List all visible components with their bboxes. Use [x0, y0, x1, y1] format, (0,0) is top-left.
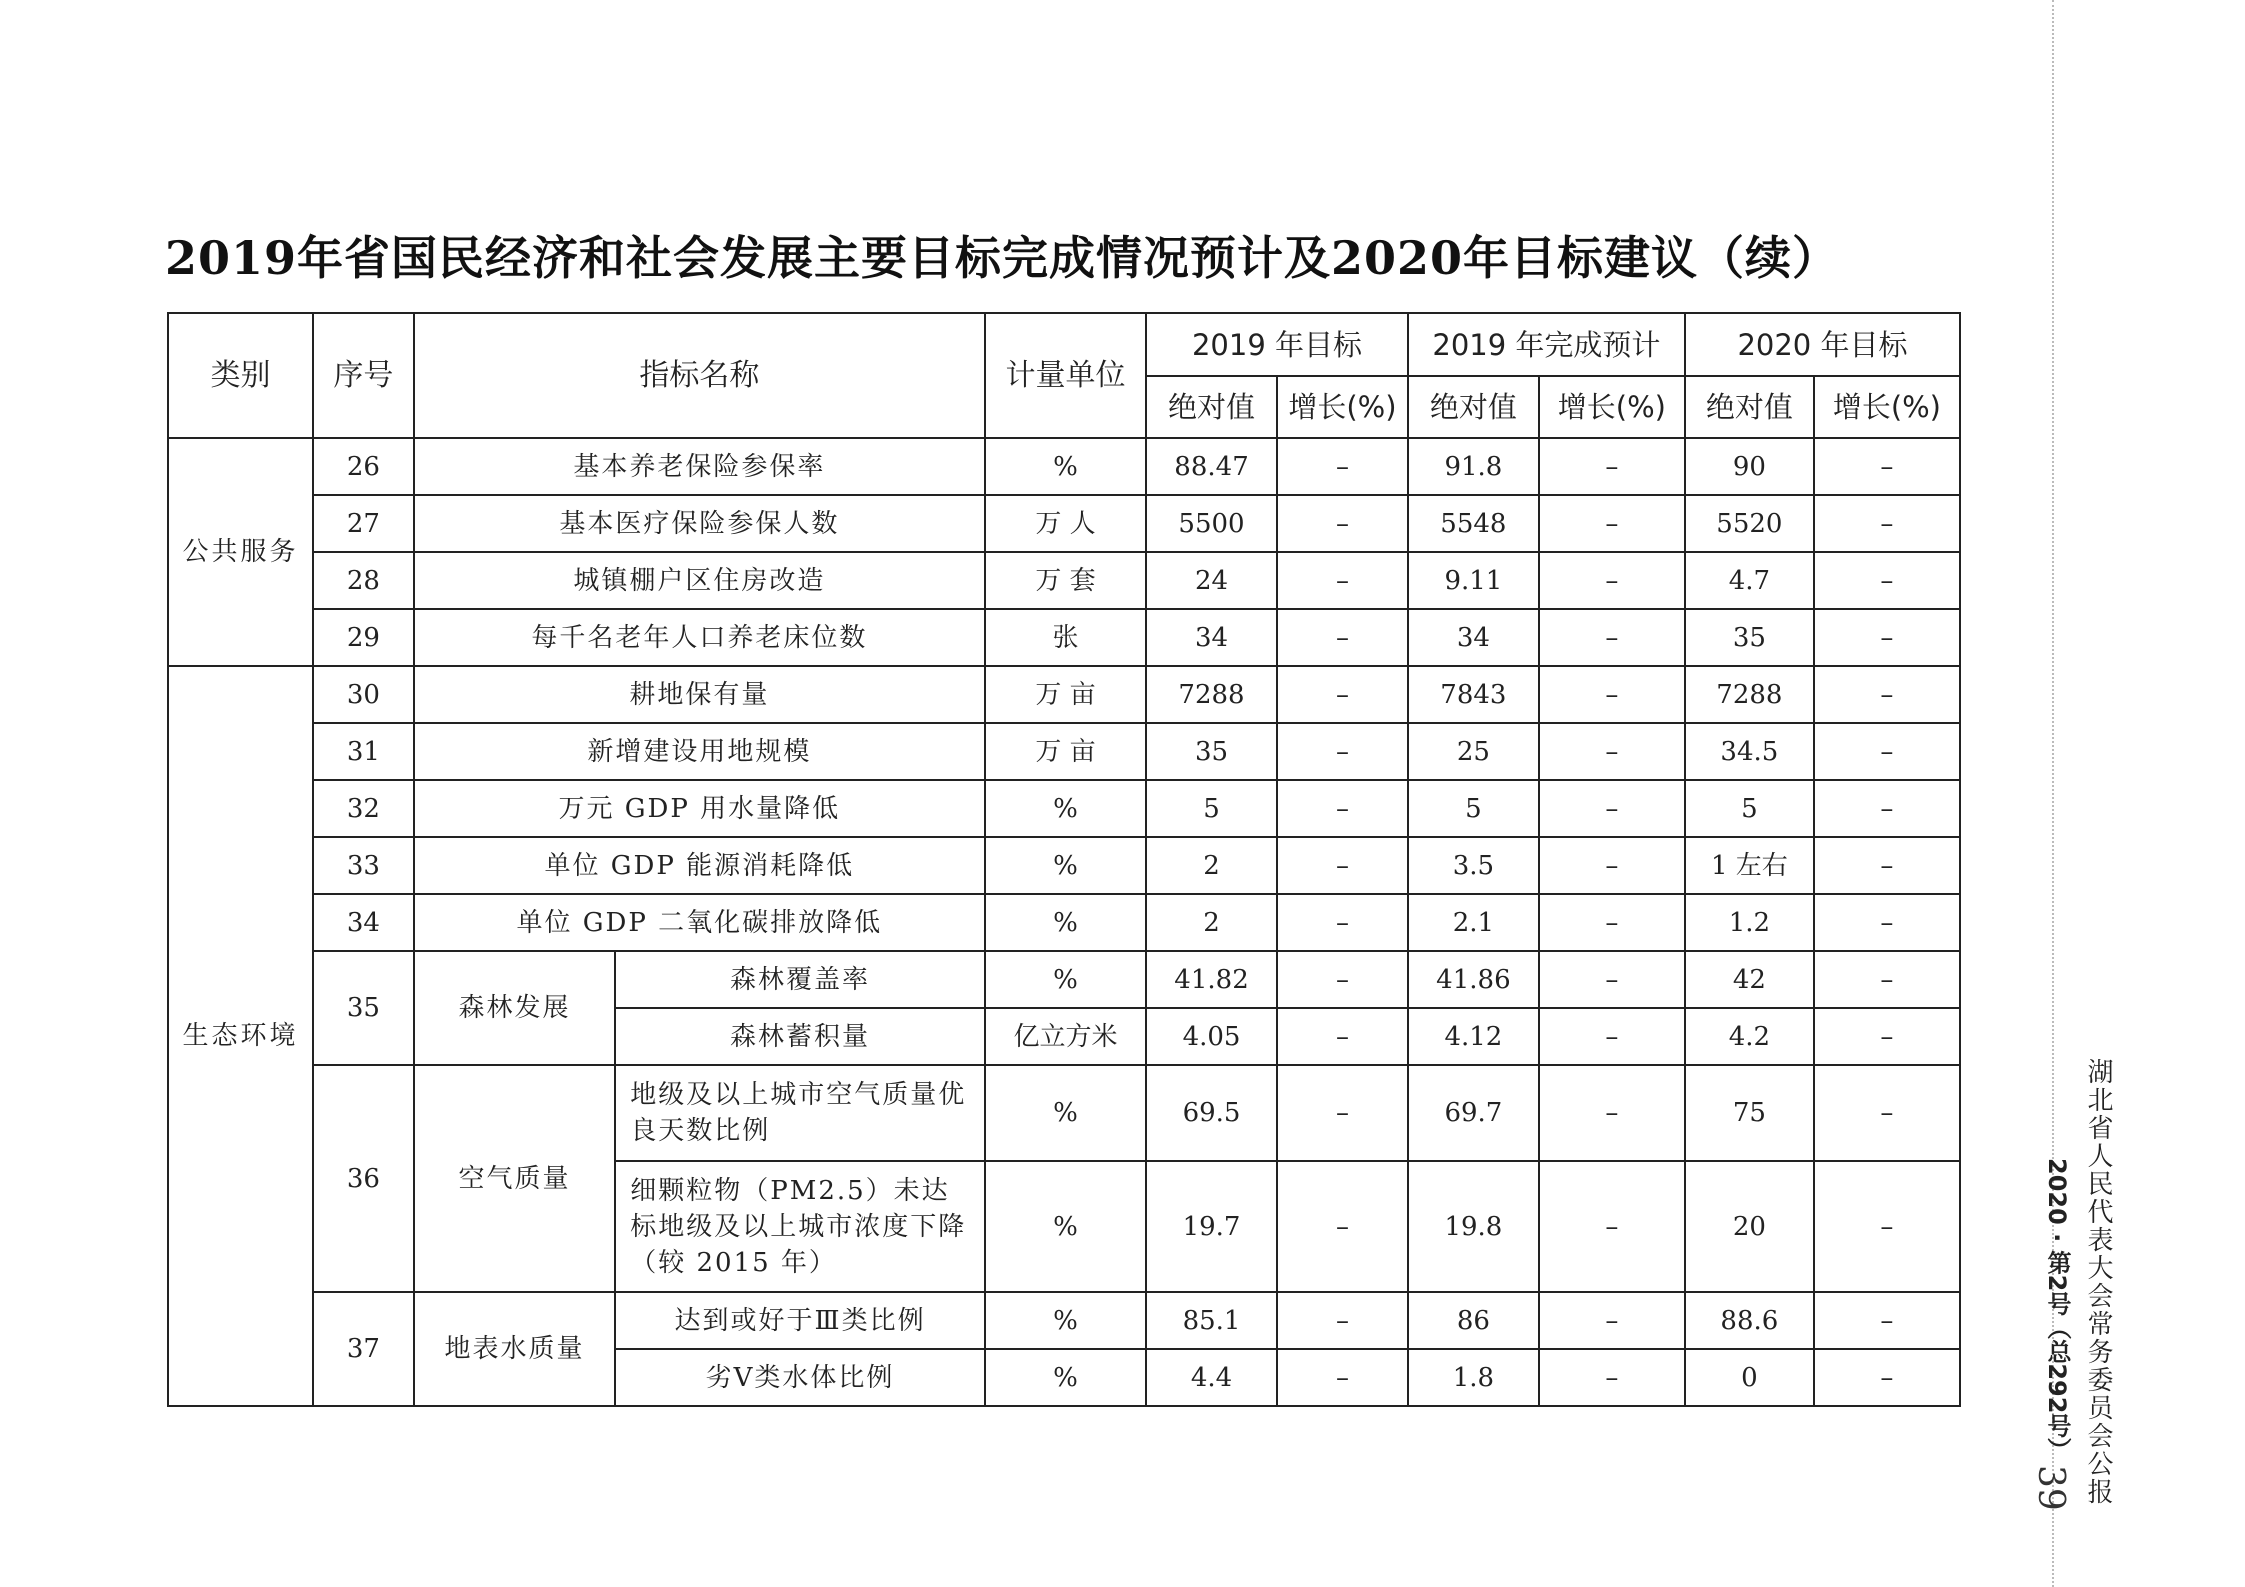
- value-cell: 1 左右: [1685, 837, 1814, 894]
- value-cell: 85.1: [1146, 1292, 1277, 1349]
- value-cell: 69.5: [1146, 1065, 1277, 1161]
- header-growth: 增长(%): [1277, 376, 1408, 438]
- value-cell: 7843: [1408, 666, 1539, 723]
- table-row: [168, 1065, 1960, 1161]
- table-row: [168, 951, 1960, 1008]
- table-row: [168, 723, 1960, 780]
- unit-cell: %: [985, 1292, 1146, 1349]
- value-cell: 9.11: [1408, 552, 1539, 609]
- value-cell: –: [1277, 1161, 1408, 1292]
- value-cell: 4.12: [1408, 1008, 1539, 1065]
- indicator-name: 地级及以上城市空气质量优良天数比例: [615, 1065, 985, 1161]
- header-unit: 计量单位: [985, 313, 1146, 438]
- value-cell: 5548: [1408, 495, 1539, 552]
- value-cell: –: [1539, 1161, 1685, 1292]
- value-cell: –: [1277, 438, 1408, 495]
- table-row: [168, 552, 1960, 609]
- value-cell: 5500: [1146, 495, 1277, 552]
- value-cell: –: [1277, 1349, 1408, 1406]
- group-cell: 地表水质量: [414, 1292, 615, 1406]
- indicator-name: 达到或好于Ⅲ类比例: [615, 1292, 985, 1349]
- table-row: [168, 780, 1960, 837]
- value-cell: 4.2: [1685, 1008, 1814, 1065]
- value-cell: 5: [1146, 780, 1277, 837]
- unit-cell: 张: [985, 609, 1146, 666]
- category-cell: 生态环境: [168, 666, 313, 1406]
- indicator-name: 森林蓄积量: [615, 1008, 985, 1065]
- value-cell: 19.7: [1146, 1161, 1277, 1292]
- value-cell: 24: [1146, 552, 1277, 609]
- group-cell: 森林发展: [414, 951, 615, 1065]
- header-growth: 增长(%): [1814, 376, 1960, 438]
- indicator-name: 单位 GDP 能源消耗降低: [414, 837, 985, 894]
- indicator-name: 细颗粒物（PM2.5）未达标地级及以上城市浓度下降（较 2015 年）: [615, 1161, 985, 1292]
- header-target-2019: 2019 年目标: [1146, 313, 1408, 376]
- seq-cell: 36: [313, 1065, 414, 1292]
- seq-cell: 31: [313, 723, 414, 780]
- value-cell: –: [1814, 495, 1960, 552]
- page-number: 39: [2030, 1465, 2071, 1511]
- table-row: [168, 609, 1960, 666]
- table-row: [168, 837, 1960, 894]
- value-cell: –: [1277, 780, 1408, 837]
- value-cell: –: [1814, 666, 1960, 723]
- header-target-2020: 2020 年目标: [1685, 313, 1960, 376]
- seq-cell: 35: [313, 951, 414, 1065]
- value-cell: –: [1277, 666, 1408, 723]
- value-cell: 7288: [1146, 666, 1277, 723]
- value-cell: 7288: [1685, 666, 1814, 723]
- value-cell: –: [1539, 951, 1685, 1008]
- value-cell: 42: [1685, 951, 1814, 1008]
- value-cell: –: [1539, 1065, 1685, 1161]
- header-forecast-2019: 2019 年完成预计: [1408, 313, 1685, 376]
- value-cell: –: [1814, 894, 1960, 951]
- group-cell: 空气质量: [414, 1065, 615, 1292]
- value-cell: –: [1277, 1292, 1408, 1349]
- value-cell: 4.7: [1685, 552, 1814, 609]
- value-cell: –: [1814, 780, 1960, 837]
- value-cell: –: [1539, 780, 1685, 837]
- value-cell: –: [1814, 609, 1960, 666]
- value-cell: –: [1539, 1292, 1685, 1349]
- indicator-name: 城镇棚户区住房改造: [414, 552, 985, 609]
- value-cell: –: [1814, 1292, 1960, 1349]
- value-cell: –: [1814, 1161, 1960, 1292]
- indicator-name: 基本养老保险参保率: [414, 438, 985, 495]
- value-cell: 19.8: [1408, 1161, 1539, 1292]
- unit-cell: %: [985, 951, 1146, 1008]
- value-cell: –: [1814, 1065, 1960, 1161]
- value-cell: –: [1814, 723, 1960, 780]
- seq-cell: 27: [313, 495, 414, 552]
- value-cell: 90: [1685, 438, 1814, 495]
- indicator-name: 新增建设用地规模: [414, 723, 985, 780]
- indicator-name: 森林覆盖率: [615, 951, 985, 1008]
- value-cell: –: [1277, 723, 1408, 780]
- unit-cell: 万 亩: [985, 666, 1146, 723]
- value-cell: 20: [1685, 1161, 1814, 1292]
- indicator-name: 每千名老年人口养老床位数: [414, 609, 985, 666]
- value-cell: 2: [1146, 837, 1277, 894]
- value-cell: –: [1539, 894, 1685, 951]
- indicator-name: 劣Ⅴ类水体比例: [615, 1349, 985, 1406]
- unit-cell: %: [985, 837, 1146, 894]
- value-cell: 1.2: [1685, 894, 1814, 951]
- value-cell: –: [1814, 1008, 1960, 1065]
- value-cell: 3.5: [1408, 837, 1539, 894]
- seq-cell: 34: [313, 894, 414, 951]
- seq-cell: 30: [313, 666, 414, 723]
- value-cell: 35: [1146, 723, 1277, 780]
- value-cell: 0: [1685, 1349, 1814, 1406]
- value-cell: –: [1539, 552, 1685, 609]
- value-cell: 34: [1146, 609, 1277, 666]
- seq-cell: 33: [313, 837, 414, 894]
- unit-cell: %: [985, 1161, 1146, 1292]
- seq-cell: 37: [313, 1292, 414, 1406]
- value-cell: –: [1277, 609, 1408, 666]
- indicator-name: 单位 GDP 二氧化碳排放降低: [414, 894, 985, 951]
- value-cell: 25: [1408, 723, 1539, 780]
- value-cell: 88.47: [1146, 438, 1277, 495]
- unit-cell: %: [985, 780, 1146, 837]
- value-cell: 41.86: [1408, 951, 1539, 1008]
- value-cell: –: [1814, 837, 1960, 894]
- unit-cell: 万 套: [985, 552, 1146, 609]
- value-cell: –: [1814, 552, 1960, 609]
- unit-cell: %: [985, 1065, 1146, 1161]
- header-seq: 序号: [313, 313, 414, 438]
- header-abs: 绝对值: [1146, 376, 1277, 438]
- unit-cell: %: [985, 1349, 1146, 1406]
- value-cell: 1.8: [1408, 1349, 1539, 1406]
- issue-number: 2020 · 第2号（总292号）: [2043, 1158, 2071, 1462]
- value-cell: –: [1539, 666, 1685, 723]
- value-cell: –: [1539, 495, 1685, 552]
- seq-cell: 32: [313, 780, 414, 837]
- value-cell: 34.5: [1685, 723, 1814, 780]
- page-title: 2019年省国民经济和社会发展主要目标完成情况预计及2020年目标建议（续）: [165, 231, 1840, 285]
- indicator-name: 耕地保有量: [414, 666, 985, 723]
- table-row: [168, 666, 1960, 723]
- value-cell: 2: [1146, 894, 1277, 951]
- value-cell: –: [1814, 951, 1960, 1008]
- table-row: [168, 495, 1960, 552]
- unit-cell: %: [985, 894, 1146, 951]
- value-cell: 4.05: [1146, 1008, 1277, 1065]
- value-cell: 5520: [1685, 495, 1814, 552]
- seq-cell: 28: [313, 552, 414, 609]
- header-category: 类别: [168, 313, 313, 438]
- value-cell: –: [1277, 1065, 1408, 1161]
- indicator-table: [167, 312, 1961, 1407]
- value-cell: 91.8: [1408, 438, 1539, 495]
- value-cell: –: [1277, 894, 1408, 951]
- value-cell: 41.82: [1146, 951, 1277, 1008]
- value-cell: 5: [1685, 780, 1814, 837]
- value-cell: 75: [1685, 1065, 1814, 1161]
- table-row: [168, 894, 1960, 951]
- unit-cell: 亿立方米: [985, 1008, 1146, 1065]
- unit-cell: 万 人: [985, 495, 1146, 552]
- value-cell: –: [1814, 438, 1960, 495]
- value-cell: –: [1539, 438, 1685, 495]
- value-cell: –: [1277, 1008, 1408, 1065]
- header-abs: 绝对值: [1408, 376, 1539, 438]
- value-cell: –: [1277, 951, 1408, 1008]
- value-cell: –: [1277, 495, 1408, 552]
- seq-cell: 26: [313, 438, 414, 495]
- header-growth: 增长(%): [1539, 376, 1685, 438]
- unit-cell: %: [985, 438, 1146, 495]
- header-name: 指标名称: [414, 313, 985, 438]
- value-cell: –: [1277, 837, 1408, 894]
- value-cell: –: [1539, 1349, 1685, 1406]
- publication-name: 湖北省人民代表大会常务委员会公报: [2083, 1058, 2113, 1506]
- value-cell: 69.7: [1408, 1065, 1539, 1161]
- value-cell: –: [1539, 609, 1685, 666]
- header-abs: 绝对值: [1685, 376, 1814, 438]
- value-cell: –: [1277, 552, 1408, 609]
- value-cell: 88.6: [1685, 1292, 1814, 1349]
- value-cell: 34: [1408, 609, 1539, 666]
- category-cell: 公共服务: [168, 438, 313, 666]
- value-cell: 2.1: [1408, 894, 1539, 951]
- table-row: [168, 1292, 1960, 1349]
- unit-cell: 万 亩: [985, 723, 1146, 780]
- value-cell: –: [1814, 1349, 1960, 1406]
- value-cell: 4.4: [1146, 1349, 1277, 1406]
- value-cell: 5: [1408, 780, 1539, 837]
- value-cell: –: [1539, 1008, 1685, 1065]
- seq-cell: 29: [313, 609, 414, 666]
- value-cell: 35: [1685, 609, 1814, 666]
- value-cell: –: [1539, 837, 1685, 894]
- table-row: [168, 438, 1960, 495]
- value-cell: 86: [1408, 1292, 1539, 1349]
- indicator-name: 基本医疗保险参保人数: [414, 495, 985, 552]
- value-cell: –: [1539, 723, 1685, 780]
- indicator-name: 万元 GDP 用水量降低: [414, 780, 985, 837]
